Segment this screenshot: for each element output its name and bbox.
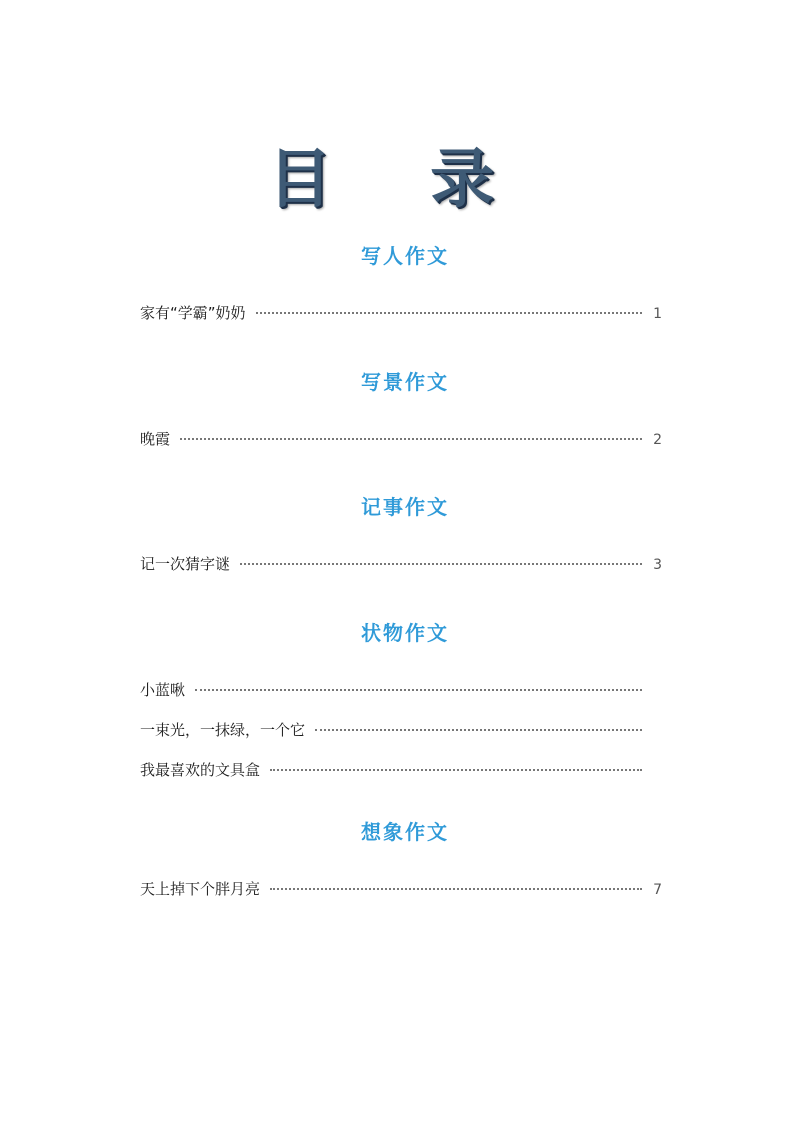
toc-entry[interactable] xyxy=(140,544,662,584)
dot-leader xyxy=(315,729,642,731)
page-title: 目 录 xyxy=(267,142,533,217)
toc-entry[interactable] xyxy=(140,670,662,710)
entry-title: 小蓝啾 xyxy=(140,681,186,699)
entry-title: 一束光，一抹绿，一个它 xyxy=(140,721,306,739)
dot-leader xyxy=(240,563,642,565)
entry-title: 记一次猜字谜 xyxy=(140,555,231,573)
dot-leader xyxy=(270,888,642,890)
page-number: 2 xyxy=(653,432,662,448)
dot-leader xyxy=(256,312,642,314)
toc-entry[interactable] xyxy=(140,419,662,459)
toc-section-imagination xyxy=(140,817,662,909)
toc-section-objects xyxy=(140,618,662,790)
entry-title: 我最喜欢的文具盒 xyxy=(140,761,261,779)
toc-entry[interactable] xyxy=(140,750,662,790)
dot-leader xyxy=(270,769,642,771)
entry-title: 天上掉下个胖月亮 xyxy=(140,880,261,898)
toc-section-people xyxy=(140,241,662,333)
toc-entry[interactable] xyxy=(140,293,662,333)
page-number: 3 xyxy=(653,557,662,573)
toc-entry[interactable] xyxy=(140,710,662,750)
page-number: 1 xyxy=(653,306,662,322)
entry-title: 晚霞 xyxy=(140,430,171,448)
toc-section-events xyxy=(140,492,662,584)
toc-entry[interactable] xyxy=(140,869,662,909)
dot-leader xyxy=(195,689,642,691)
toc-section-scenery xyxy=(140,367,662,459)
page-number: 7 xyxy=(653,882,662,898)
section-title: 想象作文 xyxy=(361,820,449,844)
section-title: 记事作文 xyxy=(361,495,449,519)
section-title: 写人作文 xyxy=(361,244,449,268)
section-title: 写景作文 xyxy=(361,370,449,394)
section-title: 状物作文 xyxy=(361,621,449,645)
entry-title: 家有“学霸”奶奶 xyxy=(140,304,246,322)
dot-leader xyxy=(180,438,642,440)
